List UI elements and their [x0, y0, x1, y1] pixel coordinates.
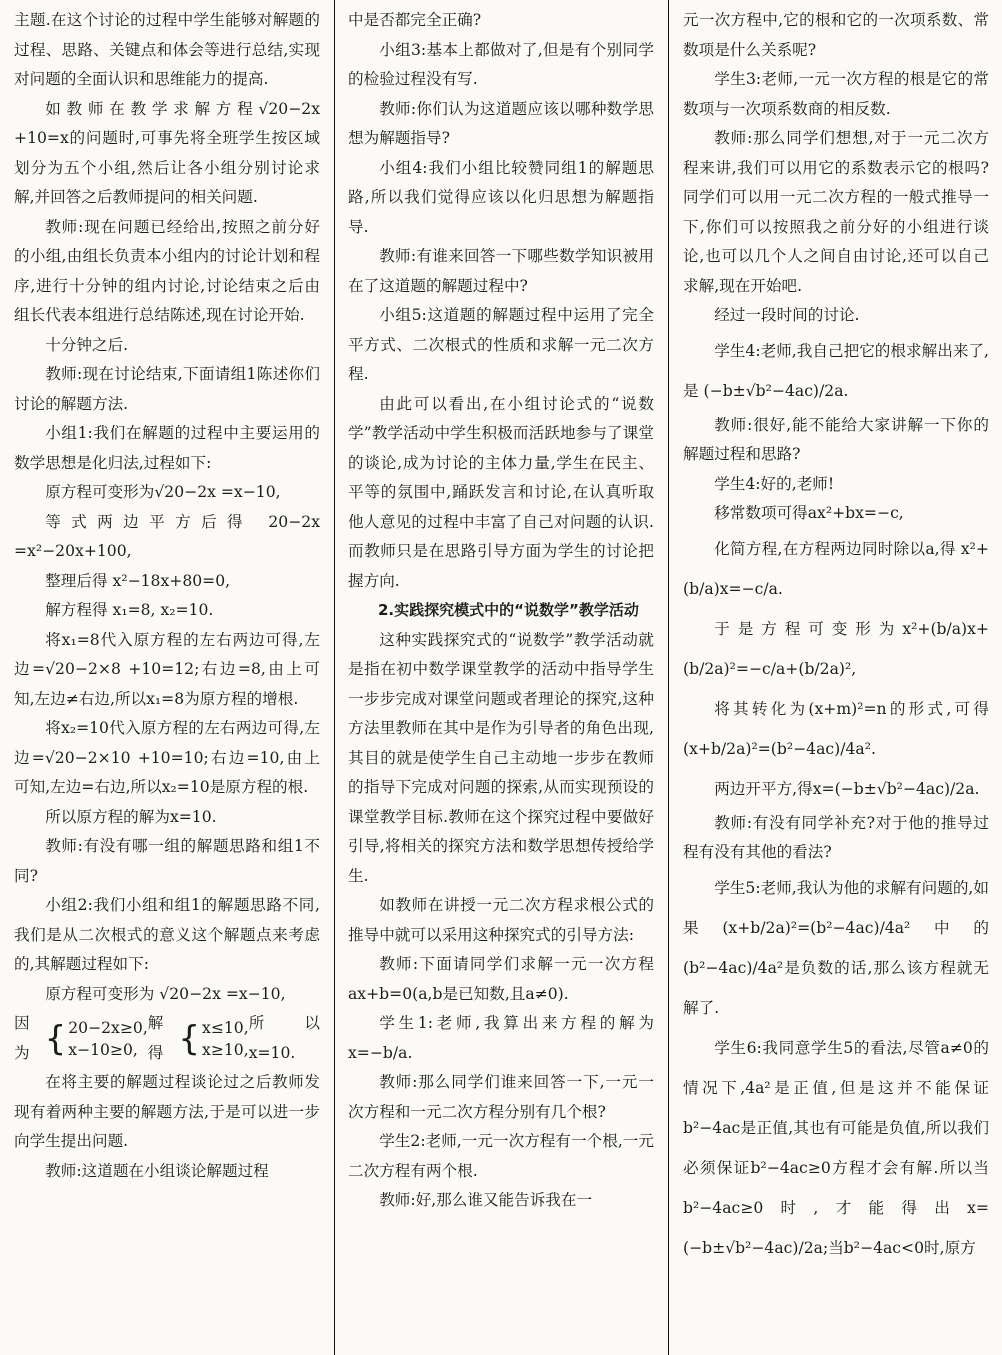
paragraph: 教师:这道题在小组谈论解题过程: [45, 1161, 269, 1180]
paragraph: 学生4:好的,老师!: [714, 474, 835, 493]
paragraph: 学生6:我同意学生5的看法,尽管a≠0的情况下,4a²是正值,但是这并不能保证b²−4ac是正值,其也有可能是负值,所以我们必须保证b²−4ac≥0方程才会有解.所以当b²−4ac≥0时,才能得出x=(−b±√b²−4ac)/2a;当b²−4ac<0时,原方: [683, 1038, 989, 1257]
paragraph: 将x₁=8代入原方程的左右两边可得,左边=√20−2×8 +10=12;右边=8,由上可知,左边≠右边,所以x₁=8为原方程的增根.: [14, 630, 320, 708]
paragraph: 由此可以看出,在小组讨论式的“说数学”教学活动中学生积极而活跃地参与了课堂的谈论,成为讨论的主体力量,学生在民主、平等的氛围中,踊跃发言和讨论,在认真听取他人意见的过程中丰富了自己对问题的认识.而教师只是在思路引导方面为学生的讨论把握方向.: [348, 394, 654, 590]
paragraph: 教师:那么同学们想想,对于一元二次方程来讲,我们可以用它的系数表示它的根吗?同学们可以用一元二次方程的一般式推导一下,你们可以按照我之前分好的小组进行谈论,也可以几个人之间自由讨论,还可以自己求解,现在开始吧.: [683, 129, 989, 295]
paragraph: 小组4:我们小组比较赞同组1的解题思路,所以我们觉得应该以化归思想为解题指导.: [348, 158, 654, 236]
system-prefix: 因为: [14, 1014, 30, 1062]
paragraph: 学生1:老师,我算出来方程的解为x=−b/a.: [348, 1014, 654, 1062]
paragraph: 教师:好,那么谁又能告诉我在一: [379, 1191, 593, 1209]
paragraph: 两边开平方,得x=(−b±√b²−4ac)/2a.: [714, 779, 980, 798]
system-mid: 解得: [147, 1014, 164, 1062]
system-line: x≥10,: [202, 1040, 249, 1059]
paragraph: 教师:那么同学们谁来回答一下,一元一次方程和一元二次方程分别有几个根?: [348, 1073, 654, 1121]
system-line: 20−2x≥0,: [68, 1018, 148, 1037]
left-brace-icon: {: [44, 1018, 67, 1059]
paragraph: 教师:有没有哪一组的解题思路和组1不同?: [14, 837, 320, 885]
paragraph: 将其转化为(x+m)²=n的形式,可得(x+b/2a)²=(b²−4ac)/4a².: [683, 699, 989, 758]
column-divider: [334, 0, 335, 1355]
paragraph: 小组3:基本上都做对了,但是有个别同学的检验过程没有写.: [348, 40, 654, 88]
paragraph: 移常数项可得ax²+bx=−c,: [714, 504, 904, 522]
column-divider: [668, 0, 669, 1355]
paragraph: 十分钟之后.: [45, 335, 129, 354]
paragraph: 学生4:老师,我自己把它的根求解出来了,是 (−b±√b²−4ac)/2a.: [683, 341, 989, 400]
system-lines: [202, 1017, 249, 1061]
system-line: x−10≥0,: [68, 1040, 138, 1059]
text-column-2: [348, 0, 654, 1355]
paragraph: 小组5:这道题的解题过程中运用了完全平方式、二次根式的性质和求解一元二次方程.: [348, 306, 654, 383]
paragraph: 教师:现在讨论结束,下面请组1陈述你们讨论的解题方法.: [14, 365, 320, 413]
paragraph: 经过一段时间的讨论.: [714, 306, 860, 324]
system-suffix: 所以x=10.: [248, 1014, 320, 1062]
text-column-3: [683, 0, 989, 1355]
paragraph: 教师:很好,能不能给大家讲解一下你的解题过程和思路?: [683, 415, 989, 463]
paragraph: 将x₂=10代入原方程的左右两边可得,左边=√20−2×10 +10=10;右边=10,由上可知,左边=右边,所以x₂=10是原方程的根.: [14, 719, 320, 796]
system-lines: [68, 1017, 148, 1061]
text-column-1: [14, 0, 320, 1355]
paragraph: 教师:下面请同学们求解一元一次方程ax+b=0(a,b是已知数,且a≠0).: [348, 955, 654, 1003]
paragraph: 主题.在这个讨论的过程中学生能够对解题的过程、思路、关键点和体会等进行总结,实现对问题的全面认识和思维能力的提高.: [14, 11, 320, 88]
paragraph: 教师:有谁来回答一下哪些数学知识被用在了这道题的解题过程中?: [348, 247, 654, 295]
paragraph: 小组2:我们小组和组1的解题思路不同,我们是从二次根式的意义这个解题点来考虑的,其解题过程如下:: [14, 896, 320, 973]
paragraph: 中是否都完全正确?: [348, 11, 482, 29]
paragraph: 所以原方程的解为x=10.: [45, 807, 217, 826]
paragraph: 在将主要的解题过程谈论过之后教师发现有着两种主要的解题方法,于是可以进一步向学生提出问题.: [14, 1073, 320, 1150]
equation-line: 等式两边平方后得 20−2x =x²−20x+100,: [14, 512, 320, 560]
equation-line: 原方程可变形为√20−2x =x−10,: [45, 483, 281, 501]
equation-line: 解方程得 x₁=8, x₂=10.: [45, 601, 214, 619]
paragraph: 教师:现在问题已经给出,按照之前分好的小组,由组长负责本小组内的讨论计划和程序,进行十分钟的组内讨论,讨论结束之后由组长代表本组进行总结陈述,现在讨论开始.: [14, 217, 320, 324]
equation-line: 原方程可变形为 √20−2x =x−10,: [45, 984, 286, 1003]
paragraph: 如教师在教学求解方程√20−2x +10=x的问题时,可事先将全班学生按区域划分为五个小组,然后让各小组分别讨论求解,并回答之后教师提问的相关问题.: [14, 99, 320, 206]
paragraph: 小组1:我们在解题的过程中主要运用的数学思想是化归法,过程如下:: [14, 424, 320, 472]
paragraph: 化简方程,在方程两边同时除以a,得 x²+(b/a)x=−c/a.: [683, 539, 989, 598]
inequality-system: [14, 1009, 320, 1068]
paragraph: 元一次方程中,它的根和它的一次项系数、常数项是什么关系呢?: [683, 11, 989, 59]
equation-line: 整理后得 x²−18x+80=0,: [45, 571, 231, 590]
section-heading: 2.实践探究模式中的“说数学”教学活动: [378, 601, 639, 619]
paragraph: 教师:有没有同学补充?对于他的推导过程有没有其他的看法?: [683, 813, 989, 861]
paragraph: 如教师在讲授一元二次方程求根公式的推导中就可以采用这种探究式的引导方法:: [348, 896, 654, 944]
paragraph: 学生2:老师,一元一次方程有一个根,一元二次方程有两个根.: [348, 1132, 654, 1180]
left-brace-icon: {: [178, 1018, 201, 1059]
system-line: x≤10,: [202, 1018, 249, 1037]
paragraph: 教师:你们认为这道题应该以哪种数学思想为解题指导?: [348, 99, 654, 147]
paragraph: 学生5:老师,我认为他的求解有问题的,如果(x+b/2a)²=(b²−4ac)/4a²中的(b²−4ac)/4a²是负数的话,那么该方程就无解了.: [683, 878, 989, 1017]
paragraph: 学生3:老师,一元一次方程的根是它的常数项与一次项系数商的相反数.: [683, 70, 989, 118]
paragraph: 于是方程可变形为x²+(b/a)x+(b/2a)²=−c/a+(b/2a)²,: [683, 619, 989, 678]
paragraph: 这种实践探究式的“说数学”教学活动就是指在初中数学课堂教学的活动中指导学生一步步完成对课堂问题或者理论的探究,这种方法里教师在其中是作为引导者的角色出现,其目的就是使学生自己主动地一步步在教师的指导下完成对问题的探索,从而实现预设的课堂教学目标.教师在这个探究过程中要做好引导,将相关的探究方法和数学思想传授给学生.: [348, 630, 654, 885]
